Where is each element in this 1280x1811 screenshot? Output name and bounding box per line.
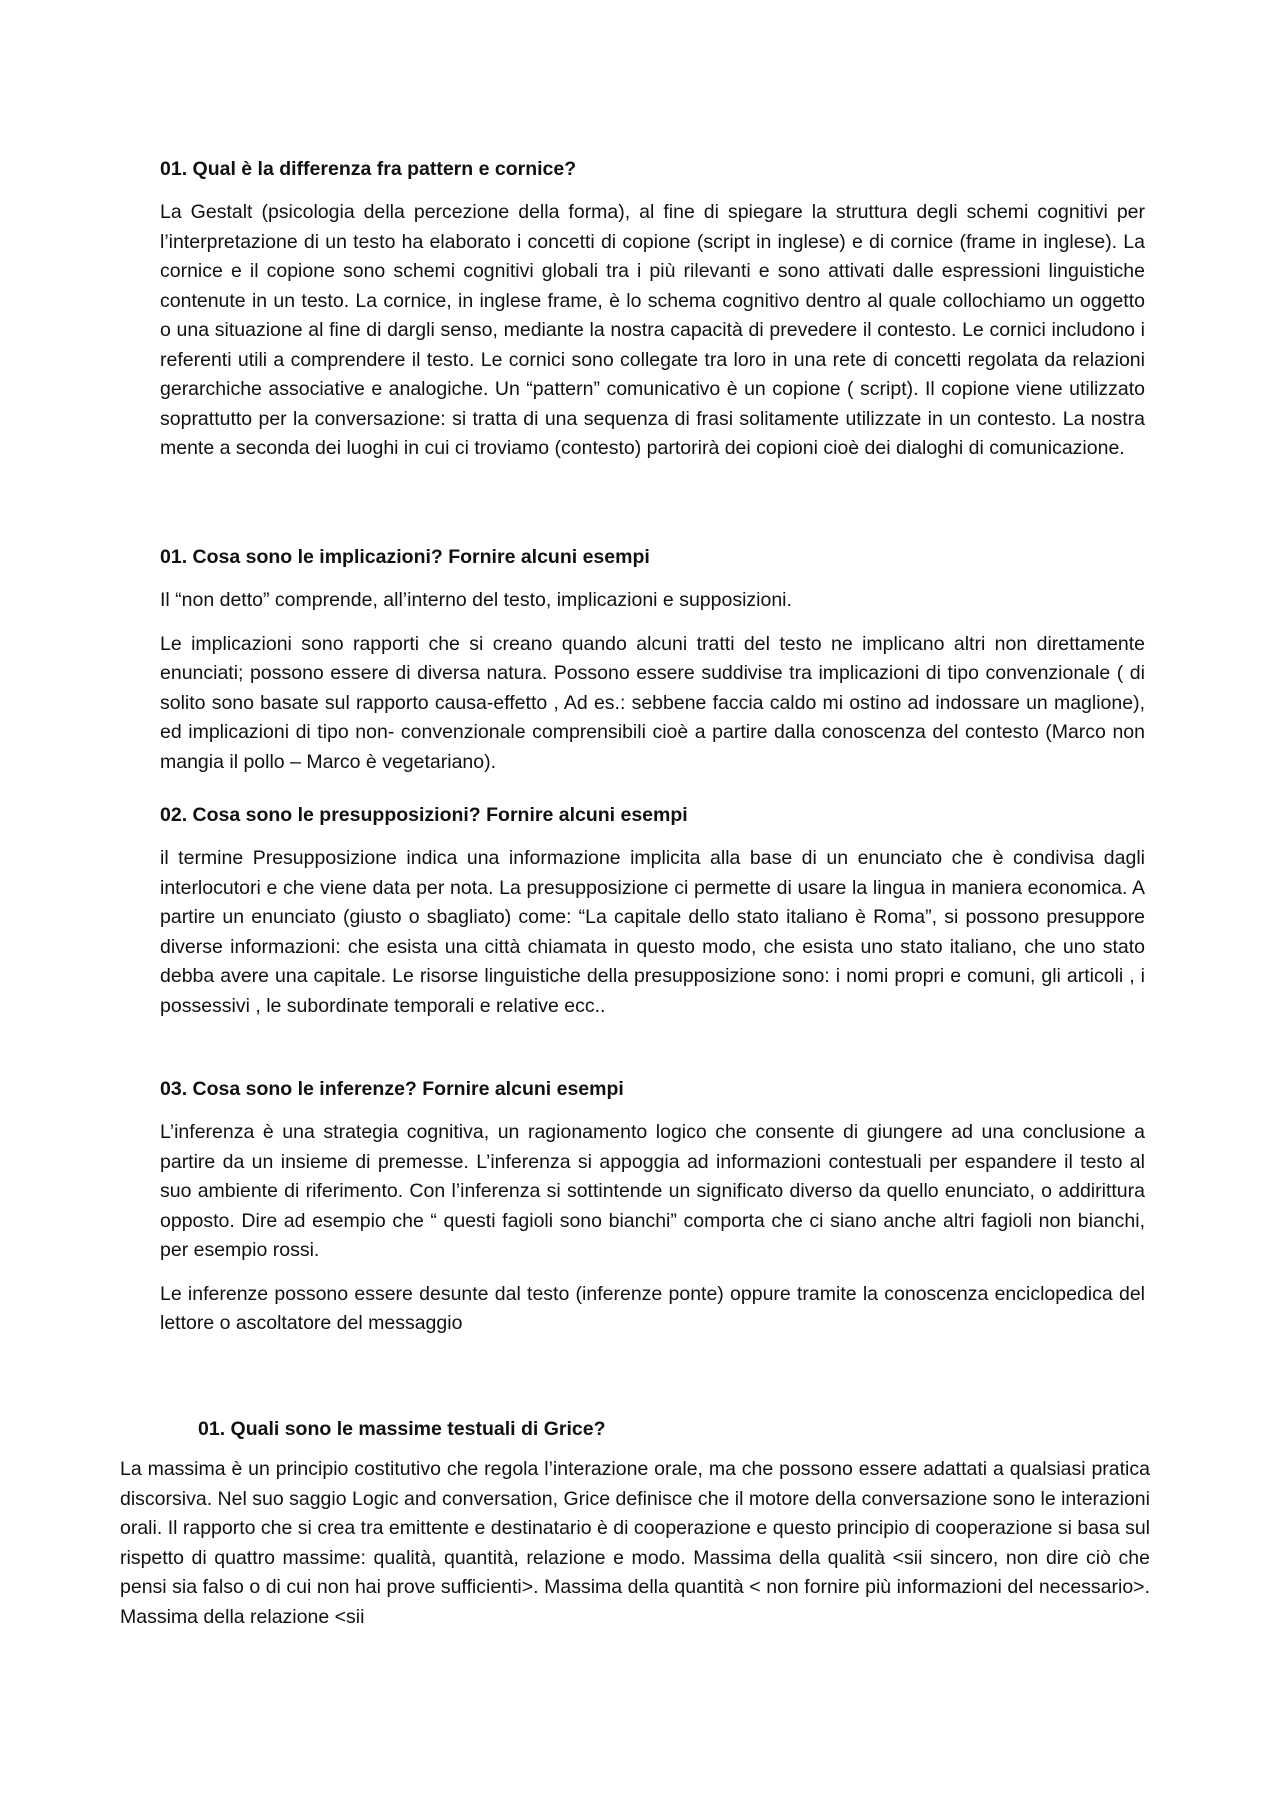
section-presupposizioni	[160, 801, 1145, 1021]
spacer	[160, 830, 1145, 844]
section-grice-heading	[198, 1415, 1098, 1444]
section-grice-body	[120, 1455, 1150, 1632]
section-inferenze	[160, 1075, 1145, 1339]
answer-paragraph: La Gestalt (psicologia della percezione della forma), al fine di spiegare la struttura degli schemi cognitivi per l’interpretazione di un testo ha elaborato i concetti di copione (script in inglese) e di cornice (frame in inglese). La cornice e il copione sono schemi cognitivi globali tra i più rilevanti e sono attivati dalle espressioni linguistiche contenute in un testo. La cornice, in inglese frame, è lo schema cognitivo dentro al quale collochiamo un oggetto o una situazione al fine di dargli senso, mediante la nostra capacità di prevedere il contesto. Le cornici includono i referenti utili a comprendere il testo. Le cornici sono collegate tra loro in una rete di concetti regolata da relazioni gerarchiche associative e analogiche. Un “pattern” comunicativo è un copione ( script). Il copione viene utilizzato soprattutto per la conversazione: si tratta di una sequenza di frasi solitamente utilizzate in un contesto. La nostra mente a seconda dei luoghi in cui ci troviamo (contesto) partorirà dei copioni cioè dei dialoghi di comunicazione.	[160, 201, 1145, 459]
spacer	[160, 184, 1145, 198]
spacer	[160, 1266, 1145, 1280]
question-heading: 01. Quali sono le massime testuali di Grice?	[198, 1418, 606, 1440]
question-heading: 01. Cosa sono le implicazioni? Fornire alcuni esempi	[160, 546, 650, 568]
question-heading: 02. Cosa sono le presupposizioni? Fornire alcuni esempi	[160, 804, 688, 826]
answer-paragraph: Le inferenze possono essere desunte dal testo (inferenze ponte) oppure tramite la conoscenza enciclopedica del lettore o ascoltatore del messaggio	[160, 1282, 1145, 1334]
question-heading: 01. Qual è la differenza fra pattern e cornice?	[160, 158, 577, 180]
section-pattern-cornice	[160, 155, 1145, 464]
answer-paragraph: Le implicazioni sono rapporti che si creano quando alcuni tratti del testo ne implicano altri non direttamente enunciati; possono essere di diversa natura. Possono essere suddivise tra implicazioni di tipo convenzionale ( di solito sono basate sul rapporto causa-effetto , Ad es.: sebbene faccia caldo mi ostino ad indossare un maglione), ed implicazioni di tipo non- convenzionale comprensibili cioè a partire dalla conoscenza del contesto (Marco non mangia il pollo – Marco è vegetariano).	[160, 632, 1145, 773]
answer-paragraph: L’inferenza è una strategia cognitiva, un ragionamento logico che consente di giungere ad una conclusione a partire da un insieme di premesse. L’inferenza si appoggia ad informazioni contestuali per espandere il testo al suo ambiente di riferimento. Con l’inferenza si sottintende un significato diverso da quello enunciato, o addirittura opposto. Dire ad esempio che “ questi fagioli sono bianchi” comporta che ci siano anche altri fagioli non bianchi, per esempio rossi.	[160, 1121, 1145, 1261]
answer-paragraph: La massima è un principio costitutivo che regola l’interazione orale, ma che possono essere adattati a qualsiasi pratica discorsiva. Nel suo saggio Logic and conversation, Grice definisce che il motore della conversazione sono le interazioni orali. Il rapporto che si crea tra emittente e destinatario è di cooperazione e questo principio di cooperazione si basa sul rispetto di quattro massime: qualità, quantità, relazione e modo. Massima della qualità <sii sincero, non dire ciò che pensi sia falso o di cui non hai prove sufficienti>. Massima della quantità < non fornire più informazioni del necessario>. Massima della relazione <sii	[120, 1458, 1150, 1628]
question-heading: 03. Cosa sono le inferenze? Fornire alcuni esempi	[160, 1078, 624, 1100]
spacer	[160, 1104, 1145, 1118]
answer-paragraph: Il “non detto” comprende, all’interno del testo, implicazioni e supposizioni.	[160, 589, 792, 611]
section-implicazioni	[160, 543, 1145, 777]
spacer	[160, 616, 1145, 630]
answer-paragraph: il termine Presupposizione indica una informazione implicita alla base di un enunciato che è condivisa dagli interlocutori e che viene data per nota. La presupposizione ci permette di usare la lingua in maniera economica. A partire un enunciato (giusto o sbagliato) come: “La capitale dello stato italiano è Roma”, si possono presuppore diverse informazioni: che esista una città chiamata in questo modo, che esista uno stato italiano, che uno stato debba avere una capitale. Le risorse linguistiche della presupposizione sono: i nomi propri e comuni, gli articoli , i possessivi , le subordinate temporali e relative ecc..	[160, 847, 1145, 1017]
spacer	[160, 572, 1145, 586]
